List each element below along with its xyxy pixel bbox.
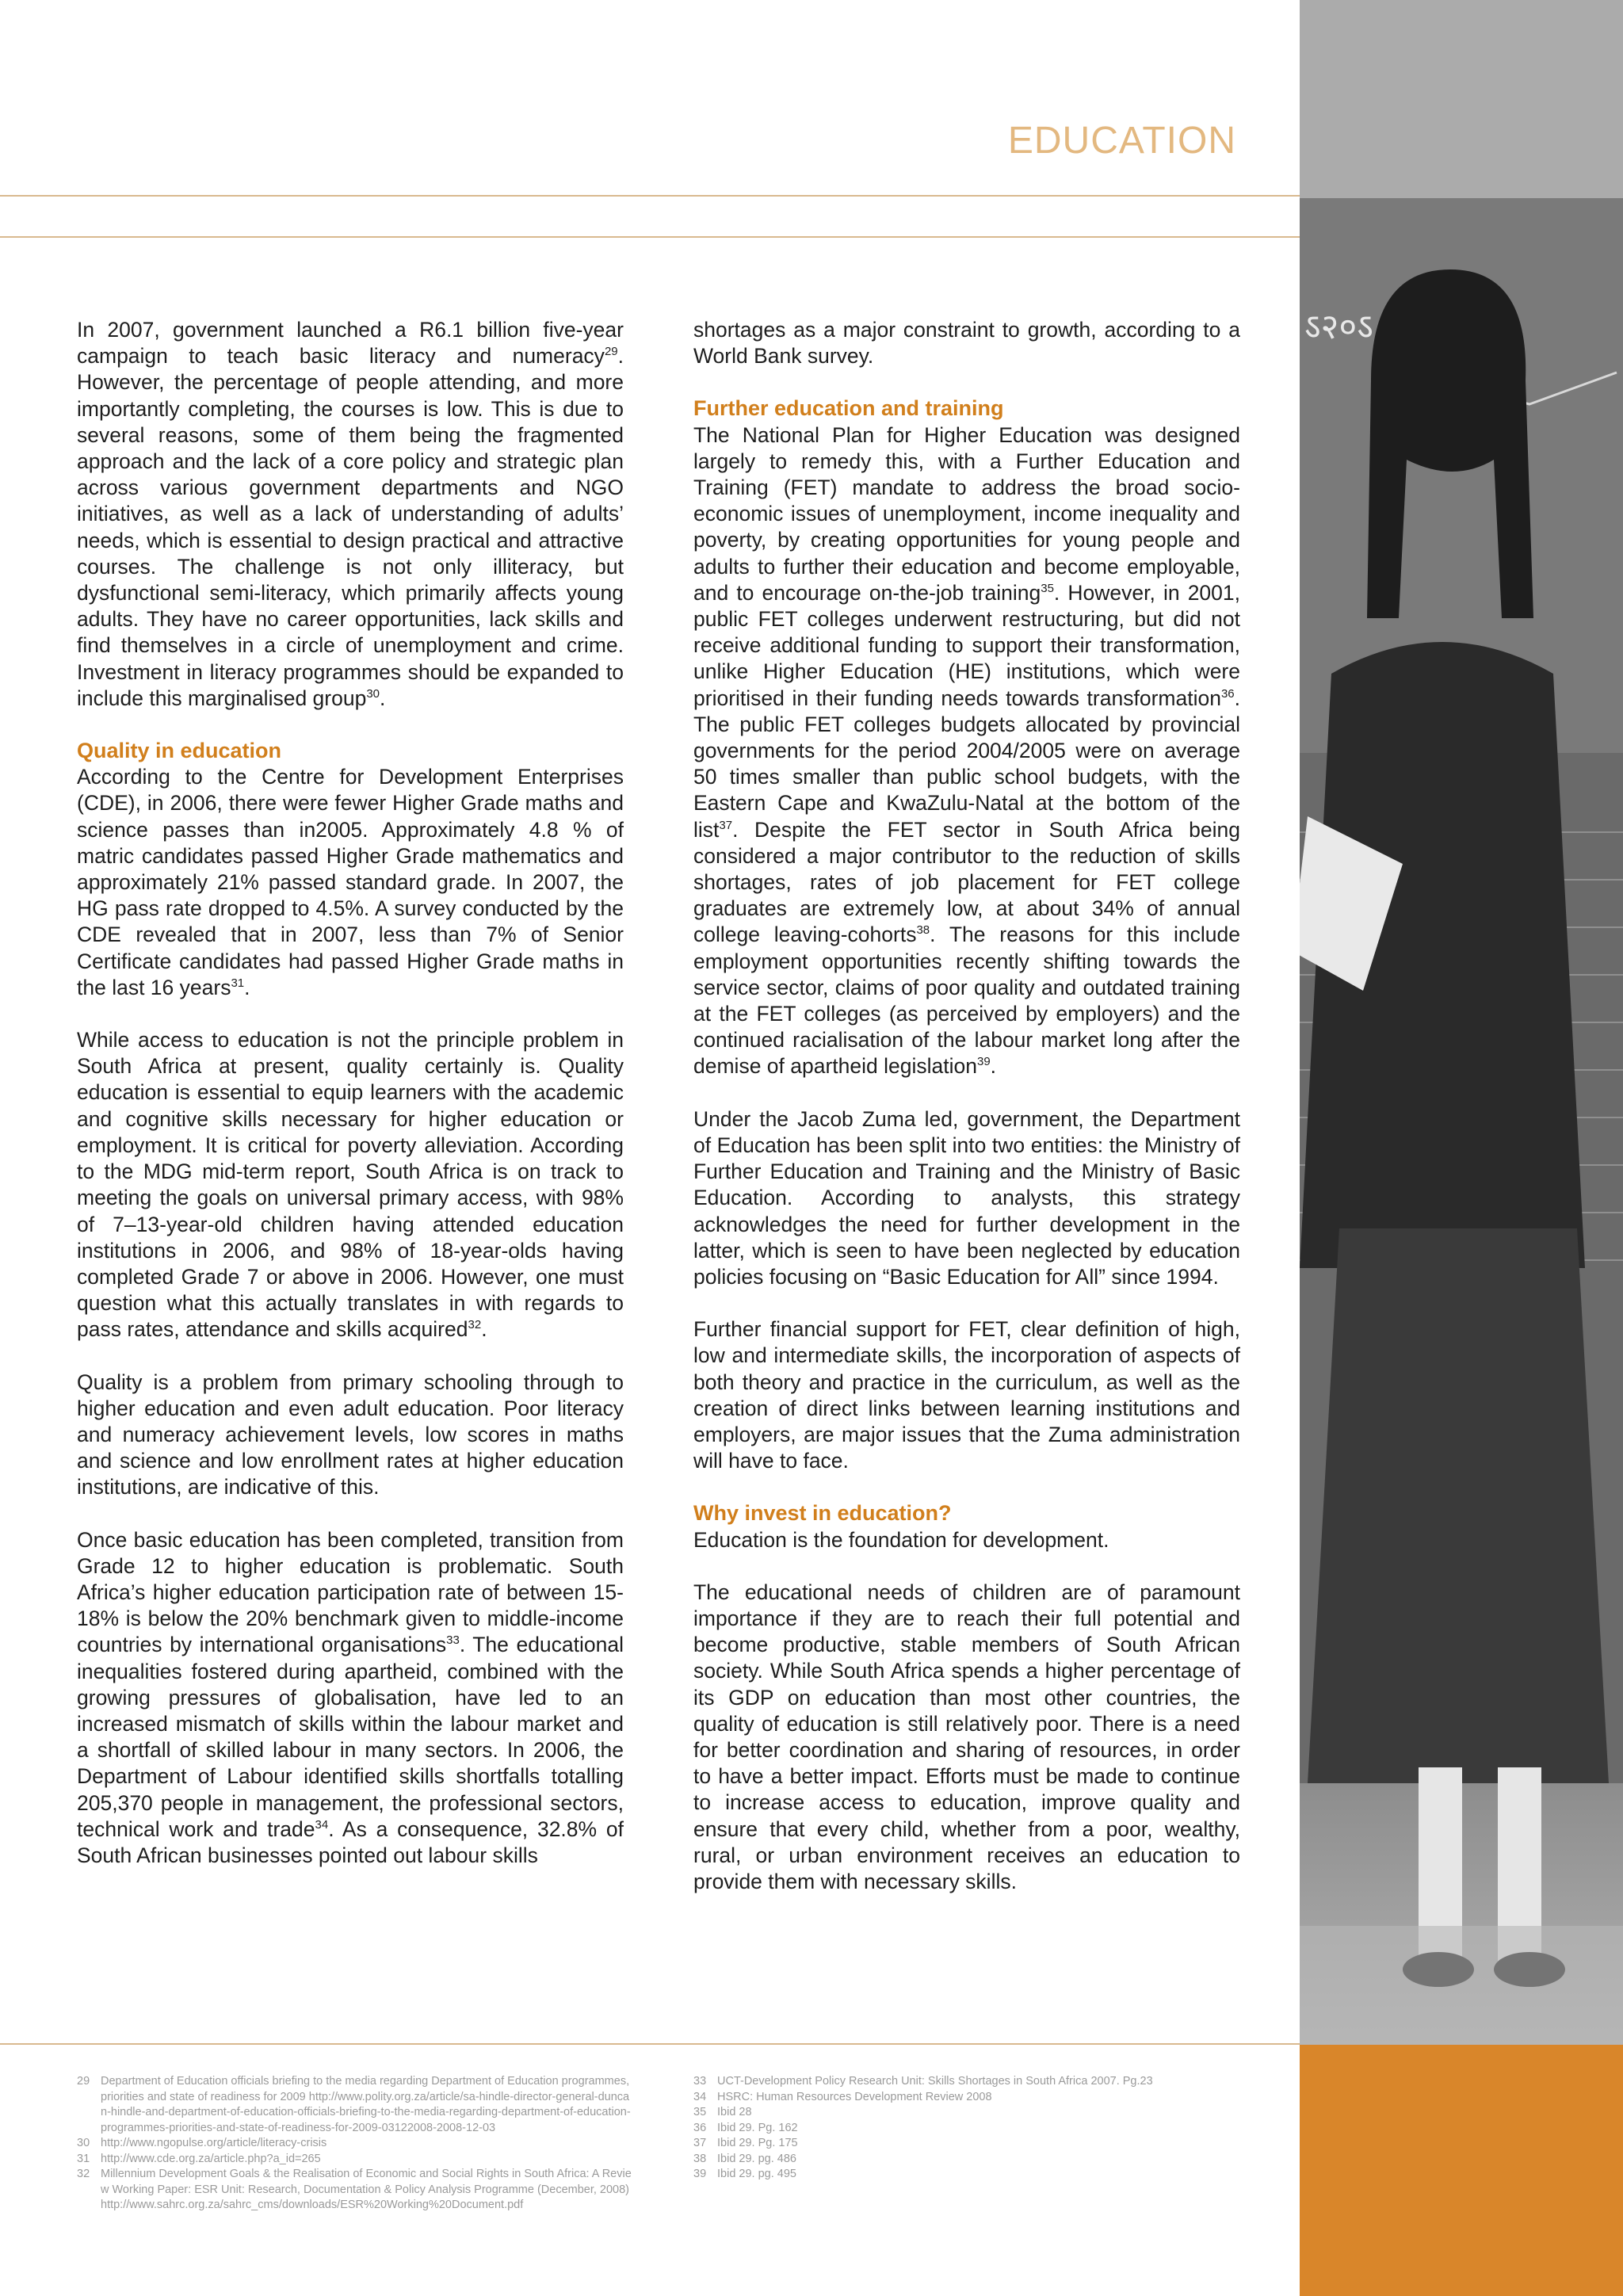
body-paragraph <box>77 764 624 1001</box>
footnote-ref: 29 <box>604 345 618 359</box>
body-paragraph <box>77 1527 624 1870</box>
footnote-number: 29 <box>77 2075 90 2088</box>
footnote-text: Ibid 28 <box>717 2106 752 2118</box>
left-text-column <box>77 317 624 1895</box>
paragraph-text: Once basic education has been completed, transition from Grade 12 to higher education is problematic. South Africa’s higher education participation rate of between 15-18% is below the 20% benchmark given to middle-income countries by international organisations <box>77 1527 624 1657</box>
footnote-text: http://www.cde.org.za/article.php?a_id=265 <box>101 2152 321 2165</box>
footnote <box>693 2167 1248 2183</box>
footnote-number: 37 <box>693 2137 707 2149</box>
body-paragraph <box>693 317 1240 369</box>
paragraph-text: Further financial support for FET, clear definition of high, low and intermediate skills, the incorporation of aspects of both theory and practice in the curriculum, as well as the creation of direct links between learning institutions and employers, are major issues that the Zuma administration will have to face. <box>693 1317 1240 1473</box>
body-paragraph <box>693 1316 1240 1474</box>
bottom-orange-band <box>1300 2045 1623 2296</box>
footnote-text: Ibid 29. pg. 486 <box>717 2152 796 2165</box>
footnote <box>693 2121 1248 2137</box>
footnote-text: Ibid 29. Pg. 162 <box>717 2121 798 2134</box>
paragraph-text: . Despite the FET sector in South Africa being considered a major contributor to the reduction of skills shortages, rates of job placement for FET college graduates are extremely low, at about 34% of annual college leaving-cohorts <box>693 817 1240 947</box>
footnote <box>693 2105 1248 2121</box>
footnote <box>693 2136 1248 2152</box>
paragraph-text: According to the Centre for Development Enterprises (CDE), in 2006, there were fewer Higher Grade maths and science passes than in2005. Approximately 4.8 % of matric candidates passed Higher Grade mathematics and approximately 21% passed standard grade. In 2007, the HG pass rate dropped to 4.5%. A survey conducted by the CDE revealed that in 2007, less than 7% of Senior Certificate candidates had passed Higher Grade maths in the last 16 years <box>77 765 624 999</box>
paragraph-text: . The reasons for this include employment opportunities recently shifting towards the service sector, claims of poor quality and outdated training at the FET colleges (as perceived by employers) and the continued racialisation of the labour market long after the demise of apartheid legislation <box>693 923 1241 1079</box>
footnote <box>77 2152 632 2168</box>
header-rule-bottom <box>0 236 1300 238</box>
footnote <box>77 2167 632 2214</box>
footnote-text: UCT-Development Policy Research Unit: Skills Shortages in South Africa 2007. Pg.23 <box>717 2075 1153 2088</box>
footnote-number: 34 <box>693 2090 707 2103</box>
footnotes-right <box>693 2074 1248 2183</box>
paragraph-text: . <box>990 1054 997 1079</box>
paragraph-text: . The educational inequalities fostered during apartheid, combined with the growing pressures of globalisation, have led to an increased mismatch of skills within the labour market and a shortfall of skilled labour in many sectors. In 2006, the Department of Labour identified skills shortfalls totalling 205,370 people in management, the professional sectors, technical work and trade <box>77 1633 624 1841</box>
section-heading: Further education and training <box>693 396 1004 421</box>
footnote-number: 32 <box>77 2168 90 2180</box>
footnote <box>693 2074 1248 2090</box>
paragraph-text: In 2007, government launched a R6.1 billion five-year campaign to teach basic literacy and numeracy <box>77 318 624 369</box>
footnote-text: HSRC: Human Resources Development Review 2008 <box>717 2090 992 2103</box>
paragraph-text: . However, in 2001, public FET colleges underwent restructuring, but did not receive additional funding to support their transformation, unlike Higher Education (HE) institutions, which were prioritised in their funding needs towards transformation <box>693 580 1241 710</box>
body-paragraph <box>693 1527 1240 1553</box>
paragraph-text: The National Plan for Higher Education was designed largely to remedy this, with a Further Education and Training (FET) mandate to address the broad socio-economic issues of unemployment, income inequality and poverty, by creating opportunities for young people and adults to further their education and become employable, and to encourage on-the-job training <box>693 422 1240 605</box>
footnote-number: 38 <box>693 2152 707 2165</box>
footnote-text: Millennium Development Goals & the Realisation of Economic and Social Rights in South Africa: A Review Working Paper: ESR Unit: Research, Documentation & Policy Analysis Programme (December, 2008) http://www.sahrc.org.za/sahrc_cms/downloads/ESR%20Working%20Document.pdf <box>101 2168 632 2211</box>
footnote-ref: 37 <box>719 818 733 832</box>
footnotes-left <box>77 2074 632 2214</box>
footnote-number: 39 <box>693 2168 707 2180</box>
footnote-ref: 35 <box>1041 582 1054 595</box>
footnote-text: Department of Education officials briefing to the media regarding Department of Education programmes, priorities and state of readiness for 2009 http://www.polity.org.za/article/sa-hindle-director-general-duncan-hindle-and-department-of-education-officials-briefing-to-the-media-regarding-department-of-education-programmes-priorities-and-state-of-readiness-for-2009-03122008-2008-12-03 <box>101 2075 631 2134</box>
footnote-ref: 33 <box>446 1633 460 1648</box>
body-paragraph <box>77 1370 624 1501</box>
footnote-ref: 32 <box>468 1318 482 1332</box>
paragraph-text: . The public FET colleges budgets allocated by provincial governments for the period 2004/2005 were on average 50 times smaller than public school budgets, with the Eastern Cape and KwaZulu-Natal at the bottom of the list <box>693 686 1240 842</box>
right-text-column <box>693 317 1240 1921</box>
student-photo <box>1300 198 1623 2045</box>
footnote-number: 31 <box>77 2152 90 2165</box>
footnote <box>77 2136 632 2152</box>
body-paragraph <box>77 317 624 712</box>
paragraph-text: While access to education is not the principle problem in South Africa at present, quality certainly is. Quality education is essential to equip learners with the academic and cognitive skills necessary for higher education or employment. It is critical for poverty alleviation. According to the MDG mid-term report, South Africa is on track to meeting the goals on universal primary access, with 98% of 7–13-year-old children having attended education institutions in 2006, and 98% of 18-year-olds having completed Grade 7 or above in 2006. However, one must question what this actually translates in with regards to pass rates, attendance and skills acquired <box>77 1028 624 1342</box>
body-paragraph <box>693 422 1240 1080</box>
paragraph-text: . <box>380 686 386 710</box>
paragraph-text: . <box>481 1317 487 1342</box>
paragraph-text: Under the Jacob Zuma led, government, the Department of Education has been split into two entities: the Ministry of Further Education and Training and the Ministry of Basic Education. According to analysts, this strategy acknowledges the need for further development in the latter, which is seen to have been neglected by education policies focusing on “Basic Education for All” since 1994. <box>693 1106 1240 1289</box>
body-paragraph <box>77 1027 624 1343</box>
footnote <box>77 2074 632 2136</box>
chalkboard-text: ऽ२०ऽ <box>1304 307 1373 347</box>
paragraph-text: Education is the foundation for development. <box>693 1527 1109 1552</box>
footnote-number: 35 <box>693 2106 707 2118</box>
footnote-text: Ibid 29. pg. 495 <box>717 2168 796 2180</box>
paragraph-text: . As a consequence, 32.8% of South African businesses pointed out labour skills <box>77 1817 624 1867</box>
paragraph-text: shortages as a major constraint to growth, according to a World Bank survey. <box>693 318 1240 369</box>
header-rule-top <box>0 195 1300 197</box>
footnote-number: 30 <box>77 2137 90 2149</box>
body-paragraph <box>693 1106 1240 1290</box>
paragraph-text: Quality is a problem from primary schooling through to higher education and even adult education. Poor literacy and numeracy achievement levels, low scores in maths and science and low enrollment rates at higher education institutions, are indicative of this. <box>77 1370 624 1499</box>
footnote-ref: 38 <box>916 923 930 938</box>
footnote-text: http://www.ngopulse.org/article/literacy-crisis <box>101 2137 327 2149</box>
footnote-text: Ibid 29. Pg. 175 <box>717 2137 798 2149</box>
paragraph-text: . <box>244 975 250 999</box>
footnote-ref: 31 <box>231 976 245 991</box>
section-heading: Quality in education <box>77 739 282 763</box>
footnote-ref: 39 <box>976 1055 991 1069</box>
section-title: EDUCATION <box>1007 120 1236 162</box>
footnote-number: 33 <box>693 2075 707 2088</box>
section-heading: Why invest in education? <box>693 1501 952 1526</box>
footnote-ref: 36 <box>1220 686 1235 701</box>
footnote-number: 36 <box>693 2121 707 2134</box>
paragraph-text: . However, the percentage of people attending, and more importantly completing, the courses is low. This is due to several reasons, some of them being the fragmented approach and the lack of a core policy and strategic plan across various government departments and NGO initiatives, as well as a lack of understanding of adults’ needs, which is essential to design practical and attractive courses. The challenge is not only illiteracy, but dysfunctional semi-literacy, which primarily affects young adults. They have no career opportunities, lack skills and find themselves in a circle of unemployment and crime. Investment in literacy programmes should be expanded to include this marginalised group <box>77 344 624 710</box>
body-paragraph <box>693 1580 1240 1895</box>
footnote <box>693 2090 1248 2106</box>
footnote <box>693 2152 1248 2168</box>
paragraph-text: The educational needs of children are of paramount importance if they are to reach their full potential and become productive, stable members of South African society. While South Africa spends a higher percentage of its GDP on education than most other countries, the quality of education is still relatively poor. There is a need for better coordination and sharing of resources, in order to have a better impact. Efforts must be made to continue to increase access to education, improve quality and ensure that every child, whether from a poor, wealthy, rural, or urban environment receives an education to provide them with necessary skills. <box>693 1580 1240 1893</box>
footnote-ref: 34 <box>315 1817 329 1832</box>
footnote-rule <box>0 2043 1300 2045</box>
footnote-ref: 30 <box>366 687 380 701</box>
